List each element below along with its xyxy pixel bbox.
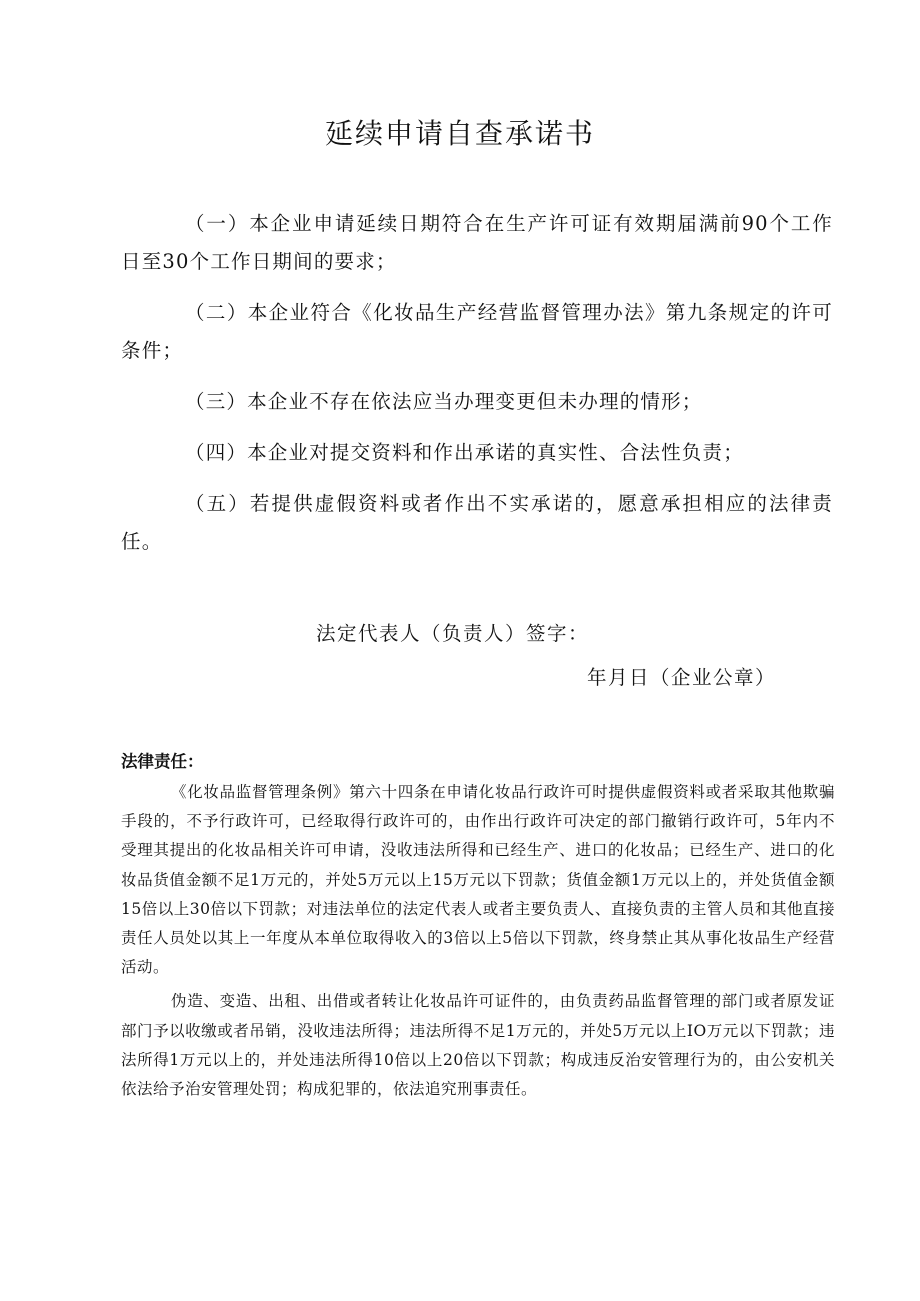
legal-heading: 法律责任： <box>121 752 204 771</box>
commitment-item-4: （四）本企业对提交资料和作出承诺的真实性、合法性负责； <box>185 441 744 464</box>
commitment-item-2: （二）本企业符合《化妆品生产经营监督管理办法》第九条规定的许可条件； <box>121 301 833 362</box>
commitment-item-5: （五）若提供虚假资料或者作出不实承诺的，愿意承担相应的法律责任。 <box>121 492 833 553</box>
commitment-item-1: （一）本企业申请延续日期符合在生产许可证有效期届满前90个工作日至30个工作日期间的要求； <box>121 212 833 273</box>
legal-text <box>121 778 835 1109</box>
legal-paragraph-2: 伪造、变造、出租、出借或者转让化妆品许可证件的，由负责药品监督管理的部门或者原发证部门予以收缴或者吊销，没收违法所得；违法所得不足1万元的，并处5万元以上IO万元以下罚款；违法所得1万元以上的，并处违法所得10倍以上20倍以下罚款；构成违反治安管理行为的，由公安机关依法给予治安管理处罚；构成犯罪的，依法追究刑事责任。 <box>121 992 835 1099</box>
document-title: 延续申请自查承诺书 <box>324 117 595 150</box>
date-seal-line: 年月日（企业公章） <box>587 666 777 689</box>
legal-paragraph-1: 《化妆品监督管理条例》第六十四条在申请化妆品行政许可时提供虚假资料或者采取其他欺骗手段的，不予行政许可，已经取得行政许可的，由作出行政许可决定的部门撤销行政许可，5年内不受理其提出的化妆品相关许可申请，没收违法所得和已经生产、进口的化妆品；已经生产、进口的化妆品货值金额不足1万元的，并处5万元以上15万元以下罚款；货值金额1万元以上的，并处货值金额15倍以上30倍以下罚款；对违法单位的法定代表人或者主要负责人、直接负责的主管人员和其他直接责任人员处以其上一年度从本单位取得收入的3倍以上5倍以下罚款，终身禁止其从事化妆品生产经营活动。 <box>121 783 835 977</box>
commitment-item-3: （三）本企业不存在依法应当办理变更但未办理的情形； <box>185 390 703 413</box>
commitment-list <box>121 205 833 574</box>
signature-line: 法定代表人（负责人）签字： <box>316 622 590 645</box>
